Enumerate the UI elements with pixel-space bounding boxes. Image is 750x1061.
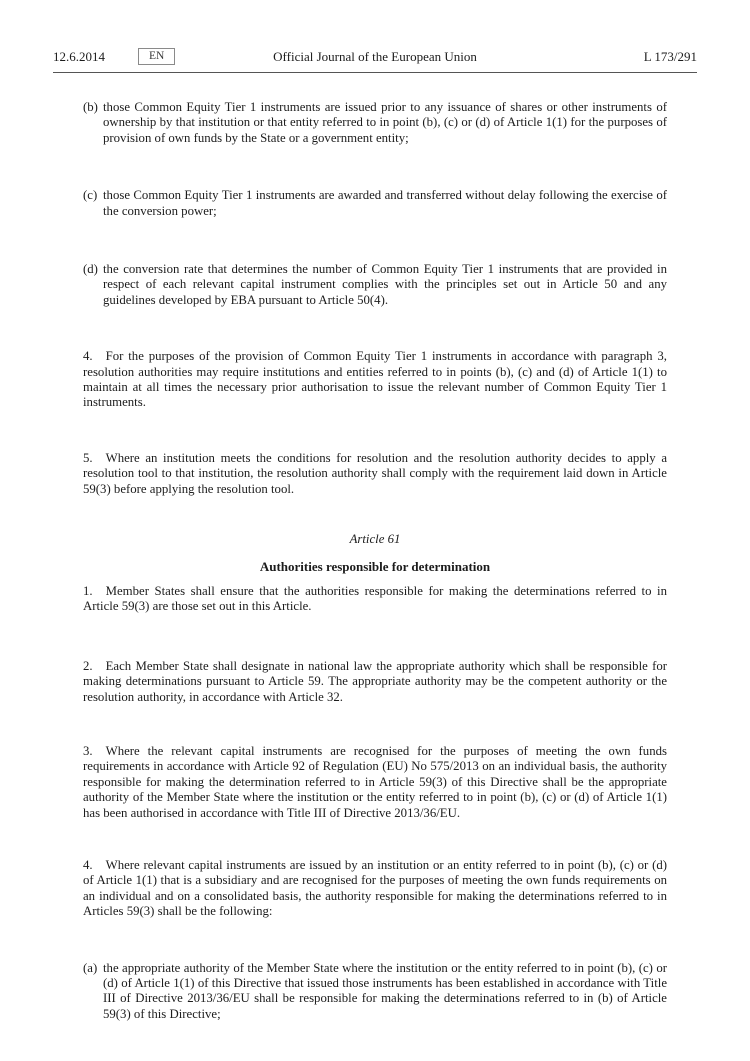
- article-paragraph-2: [83, 659, 667, 705]
- article-number-heading: Article 61: [349, 532, 401, 547]
- point-label: (b): [83, 100, 98, 114]
- header-left-group: [53, 48, 273, 65]
- date-label: 12.6.2014: [53, 48, 105, 64]
- paragraph-number: 3.: [83, 743, 93, 758]
- paragraph-number: 2.: [83, 658, 93, 673]
- paragraph-4: [83, 349, 667, 411]
- paragraph-text: Member States shall ensure that the authorities responsible for making the determinations referred to in Article 59(3) are those set out in this Article.: [83, 583, 667, 614]
- paragraph-number: 5.: [83, 450, 93, 465]
- paragraph-5: [83, 451, 667, 497]
- point-item-c: [83, 188, 667, 219]
- article-paragraph-3: [83, 744, 667, 821]
- article-paragraph-4: [83, 858, 667, 920]
- point-text: the conversion rate that determines the number of Common Equity Tier 1 instruments that are provided in respect of each relevant capital instrument complies with the principles set out in Article 50 and any guidelines developed by EBA pursuant to Article 50(4).: [103, 262, 667, 307]
- point-text: those Common Equity Tier 1 instruments are awarded and transferred without delay following the exercise of the conversion power;: [103, 188, 667, 218]
- document-body: [53, 73, 697, 1022]
- article-paragraph-1: [83, 584, 667, 615]
- article-title-heading: Authorities responsible for determination: [259, 558, 491, 574]
- page-reference: L 173/291: [643, 48, 698, 64]
- paragraph-text: Each Member State shall designate in national law the appropriate authority which shall be responsible for making determinations pursuant to Article 59. The appropriate authority may be the competent authority or the resolution authority, in accordance with Article 32.: [83, 658, 667, 704]
- point-item-a: [83, 961, 667, 1023]
- journal-title: Official Journal of the European Union: [273, 48, 477, 64]
- paragraph-number: 4.: [83, 857, 93, 872]
- language-badge: EN: [138, 48, 175, 65]
- point-text: the appropriate authority of the Member State where the institution or the entity referred to in point (b), (c) or (d) of Article 1(1) of this Directive that issued those instruments has been established in accordance with Title III of Directive 2013/36/EU shall be responsible for making the determinations referred to in (b) of Article 59(3) of this Directive;: [103, 960, 667, 1021]
- paragraph-number: 1.: [83, 583, 93, 598]
- paragraph-number: 4.: [83, 349, 93, 364]
- point-label: (d): [83, 262, 98, 277]
- paragraph-text: Where an institution meets the conditions for resolution and the resolution authority decides to apply a resolution tool to that institution, the resolution authority shall comply with the requirement laid down in Article 59(3) before applying the resolution tool.: [83, 450, 667, 496]
- paragraph-text: Where relevant capital instruments are issued by an institution or an entity referred to in point (b), (c) or (d) of Article 1(1) that is a subsidiary and are recognised for the purposes of meeting the own funds requirements on an individual and on a consolidated basis, the authority responsible for making the determinations referred to in Articles 59(3) shall be the following:: [83, 857, 667, 919]
- point-text: those Common Equity Tier 1 instruments are issued prior to any issuance of shares or other instruments of ownership by that institution or that entity referred to in point (b), (c) or (d) of Article 1(1) for the purposes of provision of own funds by the State or a government entity;: [103, 100, 667, 145]
- point-label: (c): [83, 188, 98, 203]
- page-header: [53, 48, 697, 65]
- point-label: (a): [83, 960, 98, 975]
- paragraph-text: For the purposes of the provision of Common Equity Tier 1 instruments in accordance with paragraph 3, resolution authorities may require institutions and entities referred to in points (b), (c) and (d) of Article 1(1) to maintain at all times the necessary prior authorisation to issue the relevant number of Common Equity Tier 1 instruments.: [83, 349, 667, 410]
- paragraph-text: Where the relevant capital instruments are recognised for the purposes of meeting the own funds requirements in accordance with Article 92 of Regulation (EU) No 575/2013 on an individual basis, the authority responsible for making the determination referred to in Article 59(3) of this Directive shall be the appropriate authority of the Member State where the institution or the entity referred to in point (b), (c) or (d) of Article 1(1) has been authorised in accordance with Title III of Directive 2013/36/EU.: [83, 743, 667, 820]
- point-item-b: [83, 100, 667, 146]
- point-item-d: [83, 262, 667, 308]
